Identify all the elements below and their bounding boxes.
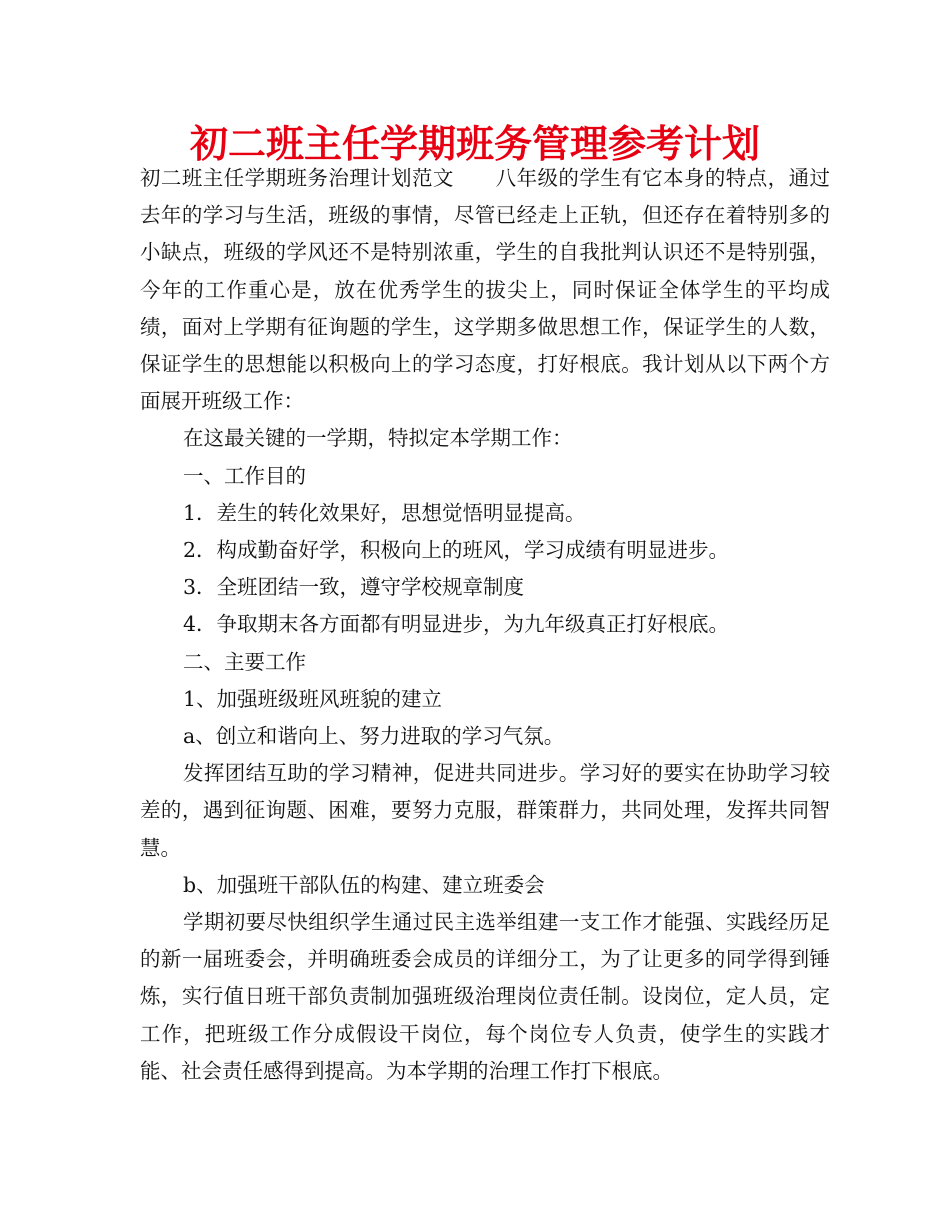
paragraph-class-committee: 学期初要尽快组织学生通过民主选举组建一支工作才能强、实践经历足的新一届班委会，并明确班委会成员的详细分工，为了让更多的同学得到锤炼，实行值日班干部负责制加强班级治理岗位责任制。设岗位，定人员，定工作，把班级工作分成假设干岗位，每个岗位专人负责，使学生的实践才能、社会责任感得到提高。为本学期的治理工作打下根底。 xyxy=(140,910,830,1083)
subsection-heading-1: 1、加强班级班风班貌的建立 xyxy=(183,686,443,711)
section-heading-main-work: 二、主要工作 xyxy=(183,649,306,674)
goal-item-2: 2．构成勤奋好学，积极向上的班风，学习成绩有明显进步。 xyxy=(183,538,730,563)
document-body xyxy=(140,160,830,1090)
paragraph-mutual-help: 发挥团结互助的学习精神，促进共同进步。学习好的要实在协助学习较差的，遇到征询题、困难，要努力克服，群策群力，共同处理，发挥共同智慧。 xyxy=(140,761,830,860)
paragraph-intro: 初二班主任学期班务治理计划范文 八年级的学生有它本身的特点，通过去年的学习与生活，班级的事情，尽管已经走上正轨，但还存在着特别多的小缺点，班级的学风还不是特别浓重，学生的自我批判认识还不是特别强，今年的工作重心是，放在优秀学生的拔尖上，同时保证全体学生的平均成绩，面对上学期有征询题的学生，这学期多做思想工作，保证学生的人数，保证学生的思想能以积极向上的学习态度，打好根底。我计划从以下两个方面展开班级工作： xyxy=(140,166,830,414)
goal-item-3: 3．全班团结一致，遵守学校规章制度 xyxy=(183,575,525,600)
section-heading-goals: 一、工作目的 xyxy=(183,463,306,488)
goal-item-4: 4．争取期末各方面都有明显进步，为九年级真正打好根底。 xyxy=(183,612,730,637)
subitem-a-heading: a、创立和谐向上、努力进取的学习气氛。 xyxy=(183,724,565,749)
subitem-b-heading: b、加强班干部队伍的构建、建立班委会 xyxy=(183,872,545,897)
goal-item-1: 1．差生的转化效果好，思想觉悟明显提高。 xyxy=(183,500,586,525)
document-title: 初二班主任学期班务管理参考计划 xyxy=(189,122,760,166)
paragraph-plan-intro: 在这最关键的一学期，特拟定本学期工作： xyxy=(183,426,573,451)
